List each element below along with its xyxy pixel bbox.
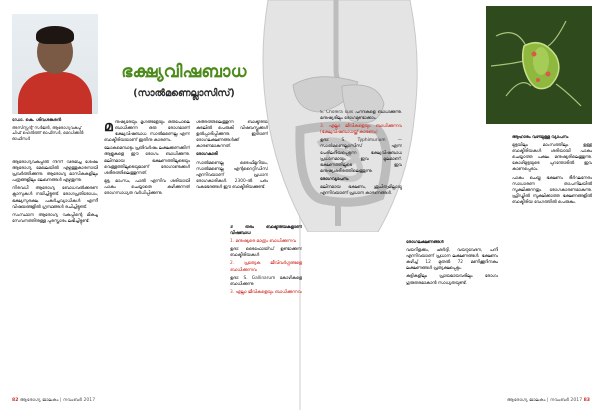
intro-paragraph: മനുഷ്യരേയും മൃഗങ്ങളേയും ഒരുപോലെ ബാധിക്കുന്ന ഒരു രോഗമാണ് ഭക്ഷ്യവിഷബാധ. സാൽമണെല്ല എന്ന ബാക്ടീരിയയാണ് ഇതിനു കാരണം.	[104, 120, 190, 144]
article-title: ഭക്ഷ്യവിഷബാധ	[121, 62, 247, 82]
body-paragraph: ലോകമെമ്പാടും പ്രതിവർഷം ലക്ഷക്കണക്കിന് ആളുകളെ ഈ രോഗം ബാധിക്കുന്നു. മലിനമായ ഭക്ഷണത്തിലൂടെയും വെള്ളത്തിലൂടെയുമാണ് രോഗാണുക്കൾ ശരീരത്തിലെത്തുന്നത്.	[104, 146, 190, 176]
section-heading: 3 തരം ബാക്ടീരിയകളാണ് വിഷബാധ	[230, 225, 302, 237]
author-shirt	[18, 72, 92, 114]
bio-paragraph: സംസ്ഥാന ആരോഗ്യ വകുപ്പിന്റെ മികച്ച സേവനത്തിനുള്ള പുരസ്കാരം ലഭിച്ചിട്ടുണ്ട്.	[12, 212, 98, 224]
body-paragraph: S. Cholera suis പന്നികളെ ബാധിക്കുന്നു. മനുഷ്യരിലും രോഗമുണ്ടാക്കാം.	[320, 110, 402, 122]
section-heading: രോഗവ്യാപനം	[320, 176, 349, 182]
section-heading: രോഗലക്ഷണങ്ങൾ	[406, 240, 444, 245]
drop-cap: മ	[104, 120, 113, 135]
list-item: 1. മനുഷ്യരെ മാത്രം ബാധിക്കുന്നവ	[230, 239, 296, 245]
author-hair	[36, 26, 74, 44]
author-caption	[12, 118, 102, 141]
body-paragraph: പാകം ചെയ്ത ഭക്ഷണം ദീർഘനേരം സാധാരണ താപനിലയിൽ സൂക്ഷിക്കുന്നതും രോഗകാരണമാകുന്നു. ഫ്രിഡ്ജിൽ സൂക്ഷിക്കാത്ത ഭക്ഷണങ്ങളിൽ ബാക്ടീരിയ വേഗത്തിൽ പെരുകും.	[512, 175, 592, 205]
article-subtitle: (സാൽമണെല്ലാസിസ്)	[133, 88, 235, 99]
column-bacteria-types	[230, 225, 302, 390]
highlighted-heading: 3. എല്ലാ ജീവികളെയും ബാധിക്കുന്നവ (ഭക്ഷ്യവിഷബാധയ്ക്ക് കാരണം)	[320, 124, 402, 136]
footer-right: ആരോഗ്യ ജാലകം | നവംബർ 2017 83	[506, 398, 590, 403]
footer-magazine-title: ആരോഗ്യ ജാലകം	[506, 398, 546, 403]
footer-magazine-title: ആരോഗ്യ ജാലകം	[19, 398, 59, 403]
author-name: ഡോ. കെ. ശിവശങ്കരൻ	[12, 118, 62, 123]
column-types-continued	[320, 110, 402, 390]
footer-date: നവംബർ 2017	[550, 398, 583, 403]
body-paragraph: മുട്ടയിലും മാംസത്തിലും ഉള്ള ബാക്ടീരിയകൾ ശരിയായി പാകം ചെയ്യാത്ത പക്ഷം മനുഷ്യരിലെത്തുന്നു. കോഴിമുട്ടയുടെ പുറന്തോടിൽ ഇവ കാണപ്പെടാം.	[512, 143, 592, 173]
list-item: 3. എല്ലാ ജീവികളെയും ബാധിക്കുന്നവ	[230, 289, 302, 295]
author-contact: ചീഫ് ഹെൽത്ത് ഓഫീസർ, മെഡിക്കൽ ഓഫീസർ	[12, 130, 84, 141]
bio-paragraph: ആരോഗ്യവകുപ്പിൽ നിന്ന് വിരമിച്ച ശേഷം ആരോഗ്യ മേഖലയിൽ എഴുത്തുകാരനായി പ്രവർത്തിക്കുന്നു. ആരോഗ്യ മാസികകളിലും പത്രങ്ങളിലും ലേഖനങ്ങൾ എഴുതുന്നു.	[12, 160, 98, 184]
column-author-bio	[12, 160, 98, 390]
body-paragraph: വയറിളക്കം, ഛർദ്ദി, വയറുവേദന, പനി എന്നിവയാണ് പ്രധാന ലക്ഷണങ്ങൾ. ഭക്ഷണം കഴിച്ച് 12 മുതൽ 72 മണിക്കൂറിനകം ലക്ഷണങ്ങൾ പ്രത്യക്ഷപ്പെടും.	[406, 248, 498, 272]
page-number-left: 82	[12, 398, 19, 403]
bio-paragraph: നിരവധി ആരോഗ്യ ബോധവൽക്കരണ ക്ലാസുകൾ നയിച്ചിട്ടുണ്ട്. രോഗപ്രതിരോധം, ഭക്ഷ്യസുരക്ഷ, പകർച്ചവ്യാധികൾ എന്നീ വിഷയങ്ങളിൽ ഗ്രന്ഥങ്ങൾ രചിച്ചിട്ടുണ്ട്.	[12, 186, 98, 210]
section-heading: ആഹാരം വഴിയുള്ള വ്യാപനം	[512, 135, 569, 140]
body-paragraph: ശരീരത്തിലെത്തുന്ന ബാക്ടീരിയ കുടലിൽ പെരുകി വിഷവസ്തുക്കൾ ഉൽപ്പാദിപ്പിക്കുന്നു. ഇതാണ് രോഗലക്ഷണങ്ങൾക്ക് കാരണമാകുന്നത്.	[196, 120, 268, 150]
list-item: 2. പ്രത്യേക ജീവിവർഗ്ഗങ്ങളെ ബാധിക്കുന്നവ	[230, 261, 302, 273]
column-transmission	[512, 135, 592, 390]
list-item-example: ഉദാ: S. Gallinarum കോഴികളെ ബാധിക്കുന്നു	[230, 275, 302, 287]
body-paragraph: ഉദാ: S. Typhimurium — സാൽമണെല്ലാസിസ് എന്ന പേരിലറിയപ്പെടുന്ന ഭക്ഷ്യവിഷബാധ പ്രധാനമായും ഇവ മൂലമാണ്. ഭക്ഷണത്തിലൂടെ ഇവ മനുഷ്യശരീരത്തിലെത്തുന്നു.	[320, 138, 402, 174]
column-intro	[104, 120, 190, 390]
author-designation: അസിസ്റ്റന്റ് സർജൻ, ആരോഗ്യവകുപ്പ്	[12, 124, 82, 130]
body-paragraph: കുട്ടികളിലും പ്രായമായവരിലും രോഗം ഗുരുതരമാകാൻ സാധ്യതയുണ്ട്.	[406, 274, 498, 286]
body-paragraph: സാൽമണെല്ല ടൈഫിമൂറിയം, സാൽമണെല്ല എന്ററൈറ്റിഡിസ് എന്നിവയാണ് പ്രധാന രോഗകാരികൾ. 2300-ൽ പരം വകഭേദങ്ങൾ ഈ ബാക്ടീരിയക്കുണ്ട്.	[196, 160, 268, 190]
author-photo	[12, 14, 98, 114]
salmonella-micrograph	[486, 6, 592, 124]
footer-date: നവംബർ 2017	[63, 398, 96, 403]
body-paragraph: മലിനമായ ഭക്ഷണം, ശുചിത്വമില്ലായ്മ എന്നിവയാണ് പ്രധാന കാരണങ്ങൾ.	[320, 185, 402, 197]
page-number-right: 83	[583, 398, 590, 403]
section-heading: രോഗകാരി	[196, 152, 218, 158]
list-item-example: ഉദാ: ടൈഫോയ്ഡ് ഉണ്ടാക്കുന്ന ബാക്ടീരിയകൾ	[230, 247, 302, 259]
column-symptoms	[406, 240, 498, 390]
footer-left: 82 ആരോഗ്യ ജാലകം | നവംബർ 2017	[12, 398, 96, 403]
bacterium-highlight	[533, 47, 549, 75]
body-paragraph: മുട്ട, മാംസം, പാൽ എന്നിവ ശരിയായി പാകം ചെയ്യാതെ കഴിക്കുന്നത് രോഗസാധ്യത വർധിപ്പിക്കുന്നു.	[104, 178, 190, 197]
